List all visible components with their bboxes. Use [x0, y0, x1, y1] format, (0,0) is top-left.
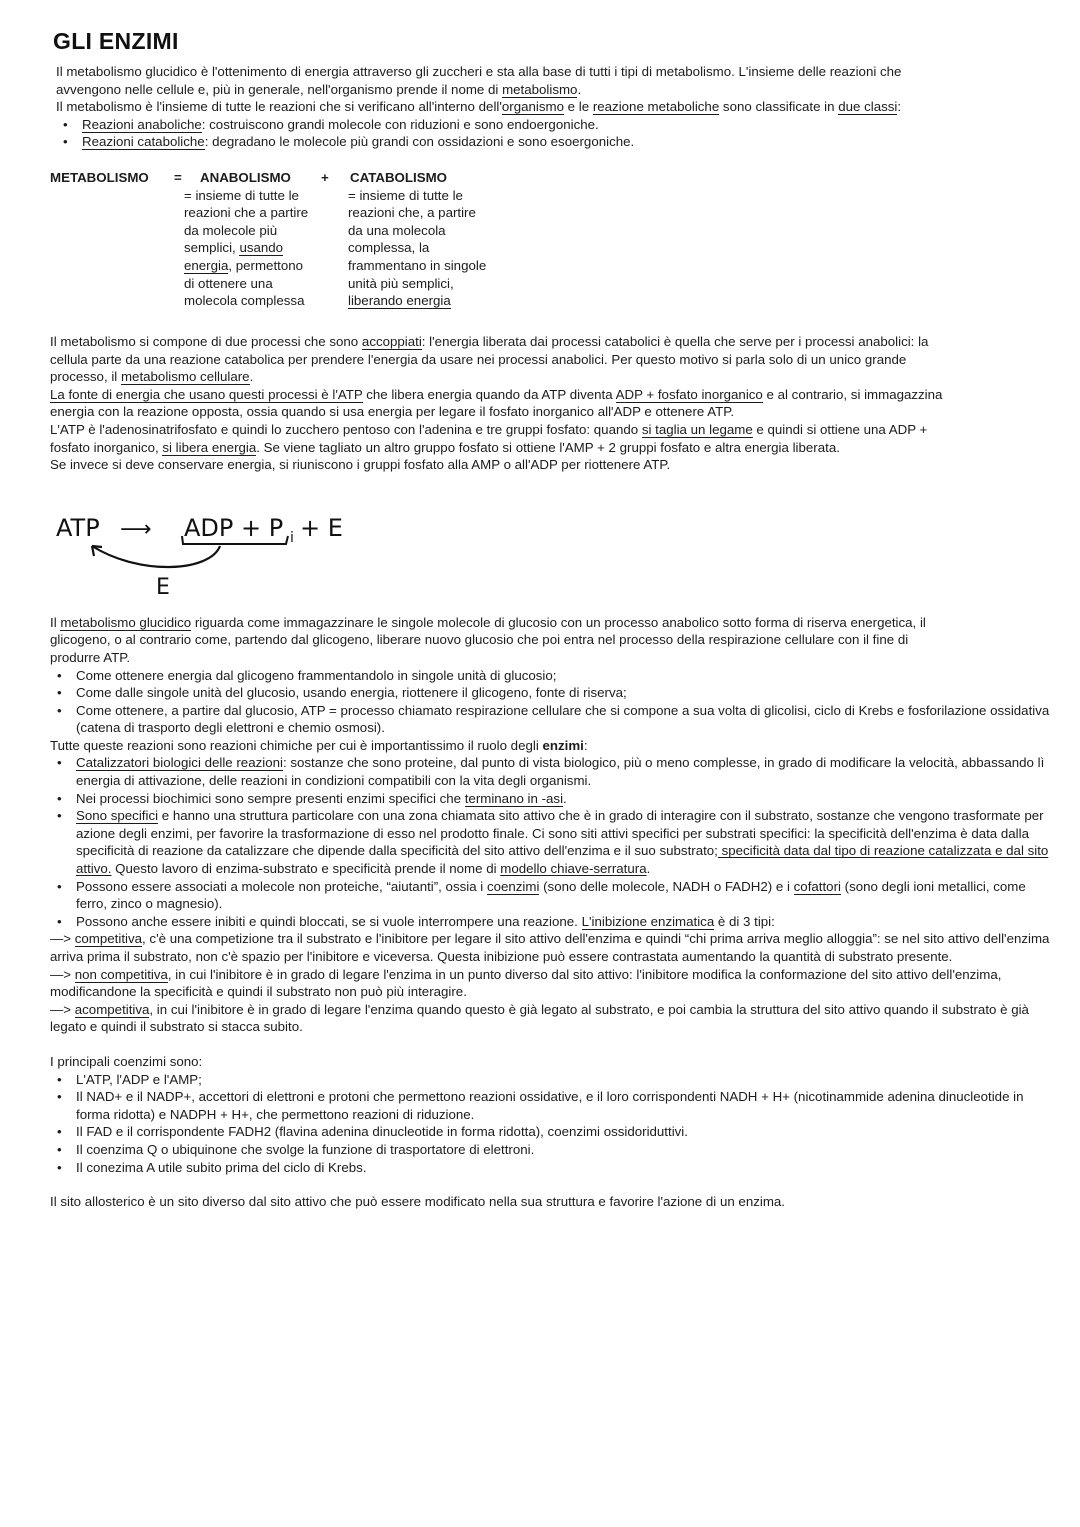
phosphate-subscript: i — [290, 529, 294, 546]
anabolism-title: ANABOLISMO — [200, 169, 291, 185]
anabolism-definition: = insieme di tutte le reazioni che a partire da molecole più semplici, usando energia, permettono di ottenere una molecola complessa — [184, 187, 309, 309]
catabolism-definition: = insieme di tutte le reazioni che, a partire da una molecola complessa, la frammentano in singole unità più semplici, liberando energia — [348, 187, 487, 309]
inhibition-uncompetitive: —> acompetitiva, in cui l'inibitore è in grado di legare l'enzima quando questo è già legato al substrato, e poi cambia la struttura del sito attivo quando il substrato è già legato e quindi il substrato si stacca subito. — [50, 1001, 1029, 1035]
intro-line: Il metabolismo glucidico è l'ottenimento di energia attraverso gli zuccheri e sta alla base di tutti i tipi di metabolismo. L'insieme delle reazioni che — [56, 64, 902, 79]
list-item: • Sono specifici e hanno una struttura particolare con una zona chiamata sito attivo che è in grado di interagire con il substrato, sostanze che vengono trasformate per azione degli enzimi, per favorire la trasformazione di esso nel prodotto finale. Ci sono siti attivi specifici per substrati specifici: la specificità dell'enzima è data dalla specificità di reazione da catalizzare che dipende dalla specificità del sito attivo dell'enzima e il suo substrato; specificità data dal tipo di reazione catalizzata e dal sito attivo. Questo lavoro di enzima-substrato e specificità prende il nome di modello chiave-serratura. — [50, 807, 1060, 877]
list-item: • Reazioni anaboliche: costruiscono grandi molecole con riduzioni e sono endoergoniche. — [56, 116, 1060, 134]
atp-cycle-sketch — [50, 504, 370, 614]
metabolism-label: METABOLISMO — [50, 169, 149, 185]
page-title: GLI ENZIMI — [53, 28, 179, 54]
underlined-term: metabolismo — [502, 81, 578, 97]
inhibition-noncompetitive: —> non competitiva, in cui l'inibitore è in grado di legare l'enzima in un punto diverso dal sito attivo: l'inibitore modifica la conformazione del sito attivo dell'enzima, modificandone la specificità e quindi il substrato non può più interagire. — [50, 966, 1002, 1000]
energy-input-label: E — [156, 574, 170, 600]
list-item: • Il FAD e il corrispondente FADH2 (flavina adenina dinucleotide in forma ridotta), coenzimi ossidoriduttivi. — [50, 1123, 1060, 1141]
list-item: • Catalizzatori biologici delle reazioni: sostanze che sono proteine, dal punto di vista biologico, più o meno complesse, in grado di modificare la velocità, abbassando lì energia di attivazione, delle reazioni in condizioni compatibili con la vita degli organismi. — [50, 754, 1060, 789]
inhibition-competitive: —> competitiva, c'è una competizione tra il substrato e l'inibitore per legare il sito attivo dell'enzima e quindi “chi prima arriva meglio alloggia”: se nel sito attivo dell'enzima arriva prima il substrato, non c'è spazio per l'inibitore e viceversa. Questa inibizione può essere contrastata aumentando la quantità di substrato presente. — [50, 931, 1050, 964]
reaction-arrow: ⟶ — [120, 516, 152, 542]
atp-label: ATP — [56, 513, 100, 542]
atp-cycle-diagram — [50, 504, 1060, 614]
equals-sign: = — [174, 169, 182, 185]
return-curve — [92, 546, 220, 567]
underlined-term: due classi — [838, 99, 898, 115]
products-label: ADP + P — [184, 513, 284, 542]
plus-sign: + — [321, 169, 329, 185]
list-item: • Come ottenere, a partire dal glucosio, ATP = processo chiamato respirazione cellulare che si compone a sua volta di glicolisi, ciclo di Krebs e fosforilazione ossidativa (catena di trasporto degli elettroni e chemio osmosi). — [50, 702, 1060, 737]
document-page — [50, 28, 1060, 1211]
intro-line: Il metabolismo è l'insieme di tutte le reazioni che si verificano all'interno dell'organismo e le reazione metaboliche sono classificate in due classi: — [56, 99, 902, 115]
list-item: • Il NAD+ e il NADP+, accettori di elettroni e protoni che permettono reazioni ossidative, e il loro corrispondenti NADH + H+ (nicotinammide adenina dinucleotide in forma ridotta) e NADPH + H+, che permettono reazioni di riduzione. — [50, 1088, 1060, 1123]
allosteric-site-paragraph: Il sito allosterico è un sito diverso dal sito attivo che può essere modificato nella sua struttura e favorire l'azione di un enzima. — [50, 1194, 785, 1210]
coenzymes-heading: I principali coenzimi sono: — [50, 1053, 203, 1069]
intro-section — [50, 63, 1060, 151]
underlined-term: reazione metaboliche — [592, 99, 720, 115]
coupled-processes-section: Il metabolismo si compone di due processi che sono accoppiati: l'energia liberata dai processi catabolici è quella che serve per i processi anabolici: la cellula parte da una reazione catabolica per prendere l'energia da usare nei processi anabolici. Per questo motivo si parla solo di un unico grande processo, il metabolismo cellulare. La fonte di energia che usano questi processi è l'ATP che libera energia quando da ATP diventa ADP + fosfato inorganico e al contrario, si immagazzina energia con la reazione opposta, ossia quando si usa energia per legare il fosfato inorganico all'ADP e ottenere ATP. L'ATP è l'adenosinatrifosfato e quindi lo zucchero pentoso con l'adenina e tre gruppi fosfato: quando si taglia un legame e quindi si ottiene una ADP + fosfato inorganico, si libera energia. Se viene tagliato un altro gruppo fosfato si ottiene l'AMP + 2 gruppi fosfato e altra energia liberata. Se invece si deve conservare energia, si riuniscono i gruppi fosfato alla AMP o all'ADP per riottenere ATP. — [50, 333, 943, 473]
metabolism-definition — [50, 169, 1060, 319]
list-item: • Il coenzima Q o ubiquinone che svolge la funzione di trasportatore di elettroni. — [50, 1141, 1060, 1159]
intro-line: avvengono nelle cellule e, più in generale, nell'organismo prende il nome di metabolismo. — [56, 81, 582, 97]
list-item: • Come dalle singole unità del glucosio, usando energia, riottenere il glicogeno, fonte di riserva; — [50, 684, 1060, 702]
list-item: • Il conezima A utile subito prima del ciclo di Krebs. — [50, 1159, 1060, 1177]
list-item: • Nei processi biochimici sono sempre presenti enzimi specifici che terminano in -asi. — [50, 790, 1060, 808]
list-item: • Possono anche essere inibiti e quindi bloccati, se si vuole interrompere una reazione. L'inibizione enzimatica è di 3 tipi: — [50, 913, 1060, 931]
underlined-term: organismo — [501, 99, 564, 115]
catabolism-title: CATABOLISMO — [350, 169, 448, 185]
list-item: • L'ATP, l'ADP e l'AMP; — [50, 1071, 1060, 1089]
energy-label: + E — [300, 513, 343, 542]
glucidic-metabolism-section: Il metabolismo glucidico riguarda come immagazzinare le singole molecole di glucosio con un processo anabolico sotto forma di riserva energetica, il glicogeno, o al contrario come, partendo dal glicogeno, liberare nuovo glucosio che poi entra nel processo della respirazione cellulare con il fine di produrre ATP. • Come ottenere energia dal glicogeno frammentandolo in singole unità di glucosio; • Come dalle singole unità del glucosio, usando energia, riottenere il glicogeno, fonte di riserva; • Come ottenere, a partire dal glucosio, ATP = processo chiamato respirazione cellulare che si compone a sua volta di glicolisi, ciclo di Krebs e fosforilazione ossidativa (catena di trasporto degli elettroni e chemio osmosi). Tutte queste reazioni sono reazioni chimiche per cui è importantissimo il ruolo degli enzimi: • Catalizzatori biologici delle reazioni: sostanze che sono proteine, dal punto di vista biologico, più o meno complesse, in grado di modificare la velocità, abbassando lì energia di attivazione, delle reazioni in condizioni compatibili con la vita degli organismi. • Nei processi biochimici sono sempre presenti enzimi specifici che terminano in -asi. • Sono specifici e hanno una struttura particolare con una zona chiamata sito attivo che è in grado di interagire con il substrato, sostanze che vengono trasformate per azione degli enzimi, per favorire la trasformazione di esso nel prodotto finale. Ci sono siti attivi specifici per substrati specifici: la specificità dell'enzima è data dalla specificità di reazione da catalizzare che dipende dalla specificità del sito attivo dell'enzima e il suo substrato; specificità data dal tipo di reazione catalizzata e dal sito attivo. Questo lavoro di enzima-substrato e specificità prende il nome di modello chiave-serratura. • Possono essere associati a molecole non proteiche, “aiutanti”, ossia i coenzimi (sono delle molecole, NADH o FADH2) e i cofattori (sono degli ioni metallici, come ferro, zinco o magnesio). • Possono anche essere inibiti e quindi bloccati, se si vuole interrompere una reazione. L'inibizione enzimatica è di 3 tipi: —> competitiva, c'è una competizione tra il substrato e l'inibitore per legare il sito attivo dell'enzima e quindi “chi prima arriva meglio alloggia”: se nel sito attivo dell'enzima arriva prima il substrato, non c'è spazio per l'inibitore e viceversa. Questa inibizione può essere contrastata aumentando la quantità di substrato presente. —> non competitiva, in cui l'inibitore è in grado di legare l'enzima in un punto diverso dal sito attivo: l'inibitore modifica la conformazione del sito attivo dell'enzima, modificandone la specificità e quindi il substrato non può più interagire. —> acompetitiva, in cui l'inibitore è in grado di legare l'enzima quando questo è già legato al substrato, e poi cambia la struttura del sito attivo quando il substrato è già legato e quindi il substrato si stacca subito. I principali coenzimi sono: • L'ATP, l'ADP e l'AMP; • Il NAD+ e il NADP+, accettori di elettroni e protoni che permettono reazioni ossidative, e il loro corrispondenti NADH + H+ (nicotinammide adenina dinucleotide in forma ridotta) e NADPH + H+, che permettono reazioni di riduzione. • Il FAD e il corrispondente FADH2 (flavina adenina dinucleotide in forma ridotta), coenzimi ossidoriduttivi. • Il coenzima Q o ubiquinone che svolge la funzione di trasportatore di elettroni. • Il conezima A utile subito prima del ciclo di Krebs. Il sito allosterico è un sito diverso dal sito attivo che può essere modificato nella sua struttura e favorire l'azione di un enzima. — [50, 614, 1060, 1211]
list-item: • Reazioni cataboliche: degradano le molecole più grandi con ossidazioni e sono esoergoniche. — [56, 133, 1060, 151]
list-item: • Possono essere associati a molecole non proteiche, “aiutanti”, ossia i coenzimi (sono delle molecole, NADH o FADH2) e i cofattori (sono degli ioni metallici, come ferro, zinco o magnesio). — [50, 878, 1060, 913]
list-item: • Come ottenere energia dal glicogeno frammentandolo in singole unità di glucosio; — [50, 667, 1060, 685]
